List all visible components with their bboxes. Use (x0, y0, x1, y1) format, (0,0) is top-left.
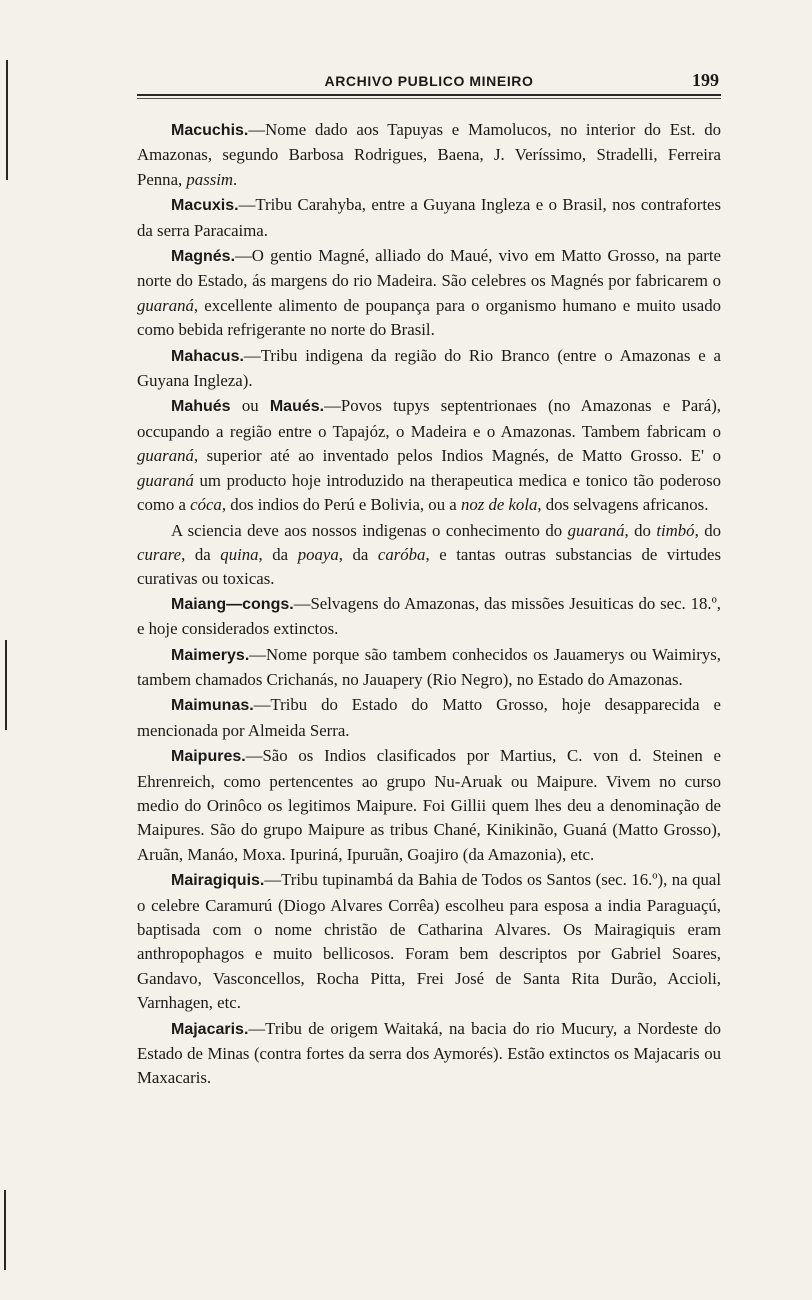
entry-italic: guaraná (567, 520, 625, 540)
entry-term: Maimunas. (171, 697, 254, 715)
entry-text: —Nome dado aos Tapuyas e Mamolucos, no interior do Est. do Amazonas, segundo Barbosa Rodrigues, Baena, J. Veríssimo, Stradelli, Ferreira Penna, (137, 120, 721, 189)
entry-text: , dos selvagens africanos. (537, 495, 709, 515)
entry-text: , do (694, 520, 721, 540)
page-header (137, 66, 721, 106)
entry-text: , da (181, 544, 221, 564)
entry-text: —Tribu do Estado do Matto Grosso, hoje desapparecida e mencionada por Almeida Serra. (137, 695, 721, 740)
entry-text: —Tribu de origem Waitaká, na bacia do rio Mucury, a Nordeste do Estado de Minas (contra fortes da serra dos Aymorés). Estão extinctos os Majacaris ou Maxacaris. (137, 1018, 721, 1088)
entry-mahacus (137, 344, 721, 394)
entry-macuxis (137, 193, 721, 243)
dictionary-entries (137, 118, 721, 1092)
entry-italic: passim (186, 169, 234, 189)
entry-text: um producto hoje introduzido na therapeutica medica e tonico tão poderoso como a (137, 470, 721, 515)
entry-text: , superior até ao inventado pelos Indios Magnés, de Matto Grosso. E' o (193, 446, 721, 466)
entry-text: —Tribu tupinambá da Bahia de Todos os Santos (sec. 16.º), na qual o celebre Caramurú (Diogo Alvares Corrêa) escolheu para esposa a india Paraguaçú, baptisada com o nome christão de Catharina Alvares. Os Mairagiquis eram anthropophagos e muito bellicosos. Foram bem descriptos por Gabriel Soares, Gandavo, Vasconcellos, Rocha Pitta, Frei José de Santa Rita Durão, Accioli, Varnhagen, etc. (137, 870, 721, 1013)
paragraph-sciencia (137, 519, 721, 592)
entry-mairagiquis (137, 868, 721, 1015)
page-number: 199 (692, 70, 719, 90)
entry-text: . (233, 169, 238, 189)
entry-italic: caróba (377, 544, 426, 564)
entry-text: , dos indios do Perú e Bolivia, ou a (221, 495, 461, 515)
entry-maiang-congs (137, 592, 721, 642)
entry-maimunas (137, 693, 721, 743)
entry-majacaris (137, 1017, 721, 1091)
entry-italic: poaya (297, 544, 339, 564)
running-title: ARCHIVO PUBLICO MINEIRO (324, 73, 534, 89)
entry-term: Maimerys. (171, 646, 250, 664)
entry-text: —São os Indios clasificados por Martius, C. von d. Steinen e Ehrenreich, como pertencentes ao grupo Nu-Aruak ou Maipure. Vivem no curso medio do Orinôco os legitimos Maipure. Foi Gillii quem lhes deu a denominação de Maipures. São do grupo Maipure as tribus Chané, Kinikinão, Guaná (Matto Grosso), Aruãn, Manáo, Moxa. Ipuriná, Ipuruãn, Goajiro (da Amazonia), etc. (137, 746, 721, 864)
header-rule-thin (137, 98, 721, 99)
entry-text: —Selvagens do Amazonas, das missões Jesuiticas do sec. 18.º, e hoje considerados extinctos. (137, 593, 721, 639)
entry-text: —Tribu indigena da região do Rio Branco (entre o Amazonas e a Guyana Ingleza). (137, 345, 721, 391)
entry-italic: noz de kola (460, 495, 538, 515)
entry-term: Macuchis. (171, 122, 249, 139)
entry-italic: guaraná (137, 446, 194, 466)
entry-term: Maués. (269, 398, 325, 416)
entry-maimerys (137, 643, 721, 693)
entry-term: Mairagiquis. (171, 872, 265, 890)
entry-term: Maipures. (171, 748, 246, 766)
entry-magnes (137, 244, 721, 343)
entry-text: , da (338, 544, 378, 564)
entry-italic: guaraná (137, 295, 194, 315)
entry-macuchis (137, 118, 721, 192)
left-edge-mark (5, 640, 7, 730)
entry-mahues (137, 394, 721, 517)
entry-text: ou (230, 396, 270, 416)
entry-term: Macuxis. (171, 197, 239, 215)
entry-term: Mahués (171, 398, 231, 416)
entry-text: —Povos tupys septentrionaes (no Amazonas e Pará), occupando a região entre o Tapajóz, o Madeira e o Amazonas. Tambem fabricam o (137, 396, 722, 441)
entry-text: —Tribu Carahyba, entre a Guyana Ingleza e o Brasil, nos contrafortes da serra Paracaima. (137, 195, 721, 240)
entry-maipures (137, 744, 721, 867)
entry-term: Mahacus. (171, 347, 244, 365)
entry-text: , do (624, 520, 657, 540)
entry-italic: timbó (656, 520, 695, 540)
entry-italic: curare (137, 544, 182, 564)
entry-text: , e tantas outras substancias de virtudes curativas ou toxicas. (137, 544, 721, 589)
left-edge-mark (6, 60, 8, 180)
entry-text: —O gentio Magné, alliado do Maué, vivo em Matto Grosso, na parte norte do Estado, ás margens do rio Madeira. São celebres os Magnés por fabricarem o (137, 246, 721, 291)
entry-text: —Nome porque são tambem conhecidos os Jauamerys ou Waimirys, tambem chamados Crichanás, no Jauapery (Rio Negro), no Estado do Amazonas. (137, 644, 721, 689)
entry-italic: quina (220, 544, 259, 564)
entry-italic: guaraná (137, 470, 194, 490)
entry-term: Magnés. (171, 248, 236, 266)
entry-text: , excellente alimento de poupança para o organismo humano e muito usado como bebida refrigerante no norte do Brasil. (137, 295, 721, 340)
entry-text: A sciencia deve aos nossos indigenas o conhecimento do (171, 520, 568, 540)
entry-text: , da (258, 544, 298, 564)
header-rule (137, 94, 721, 96)
entry-term: Maiang—congs. (171, 595, 294, 613)
left-edge-mark (4, 1190, 6, 1270)
entry-italic: cóca (190, 495, 222, 515)
entry-term: Majacaris. (171, 1020, 249, 1038)
